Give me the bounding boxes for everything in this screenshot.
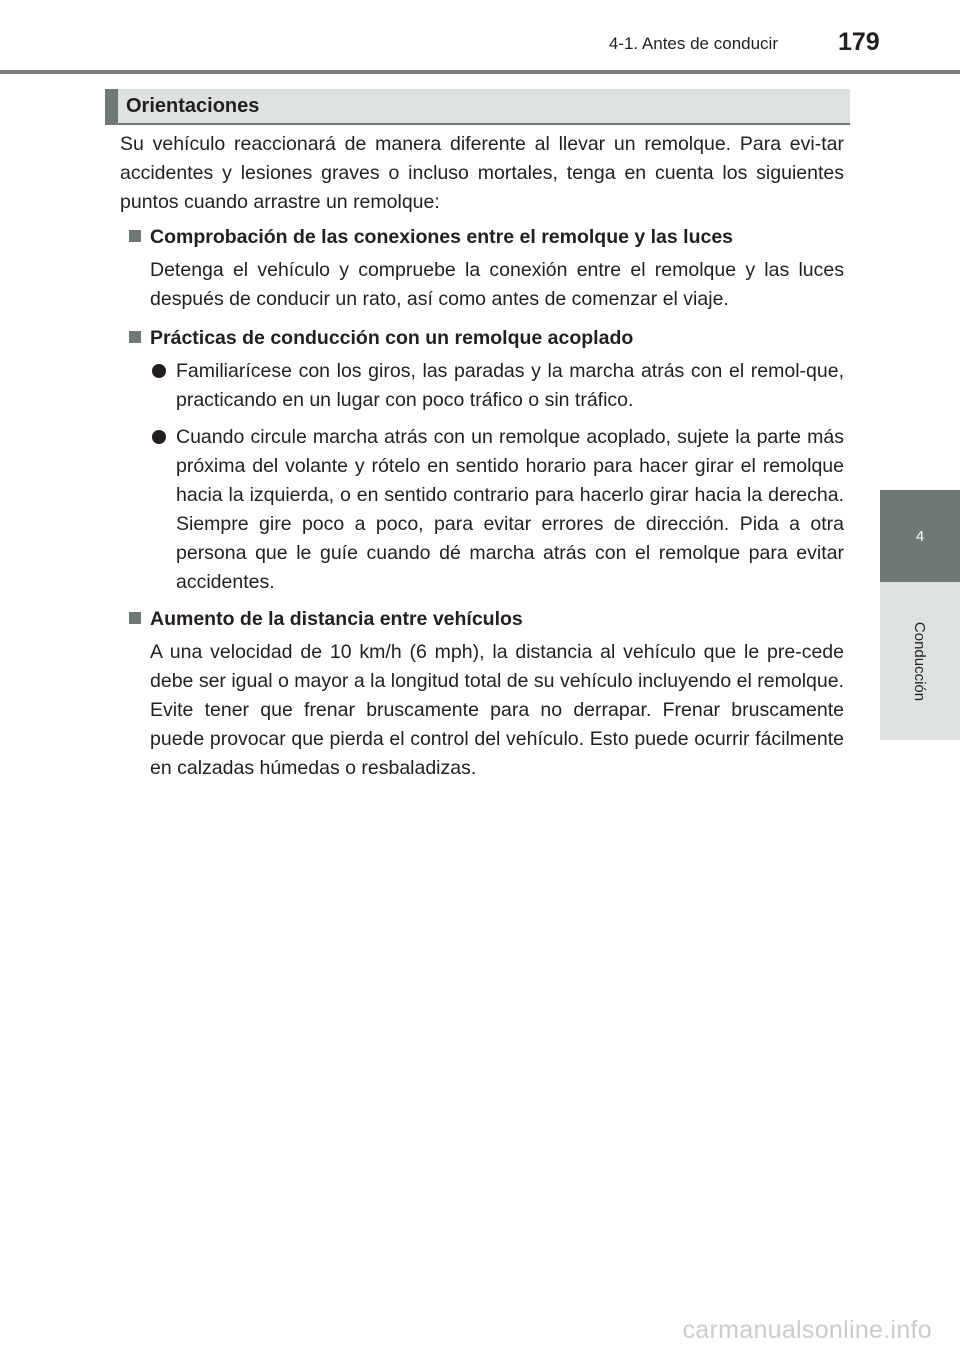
subsection-text: A una velocidad de 10 km/h (6 mph), la distancia al vehículo que le pre-cede debe ser igual o mayor a la longitud total de su vehículo incluyendo el remolque. Evite tener que frenar bruscamente para no derrapar. Frenar bruscamente puede provocar que pierda el control del vehículo. Esto puede ocurrir fácilmente en calzadas húmedas o resbaladizas. xyxy=(150,641,844,779)
subsection-text: Detenga el vehículo y compruebe la conexión entre el remolque y las luces después de conducir un rato, así como antes de comenzar el viaje. xyxy=(150,259,844,310)
page-number: 179 xyxy=(838,28,880,56)
subsection-heading xyxy=(120,324,844,353)
header-rule xyxy=(0,70,960,74)
section-title-underline xyxy=(105,123,850,125)
section-title: Orientaciones xyxy=(126,95,260,117)
intro-paragraph: Su vehículo reaccionará de manera diferente al llevar un remolque. Para evi-tar accidentes y lesiones graves o incluso mortales, tenga en cuenta los siguientes puntos cuando arrastre un remolque: xyxy=(120,133,844,213)
subsection-heading xyxy=(120,605,844,634)
subsection-heading xyxy=(120,223,844,252)
square-bullet-icon xyxy=(129,331,141,343)
chapter-tab-label xyxy=(880,582,960,740)
chapter-label: Conducción xyxy=(911,621,929,701)
bullet-item xyxy=(150,357,844,415)
round-bullet-icon xyxy=(152,430,166,444)
chapter-number: 4 xyxy=(915,527,925,545)
subsection-title: Prácticas de conducción con un remolque acoplado xyxy=(150,327,634,349)
chapter-tab xyxy=(880,490,960,582)
square-bullet-icon xyxy=(129,230,141,242)
square-bullet-icon xyxy=(129,612,141,624)
round-bullet-icon xyxy=(152,364,166,378)
subsection-title: Aumento de la distancia entre vehículos xyxy=(150,608,523,630)
subsection-title: Comprobación de las conexiones entre el remolque y las luces xyxy=(150,226,734,248)
bullet-text: Cuando circule marcha atrás con un remolque acoplado, sujete la parte más próxima del volante y rótelo en sentido horario para hacer girar el remolque hacia la izquierda, o en sentido contrario para hacerlo girar hacia la derecha. Siempre gire poco a poco, para evitar errores de dirección. Pida a otra persona que le guíe cuando dé marcha atrás con el remolque para evitar accidentes. xyxy=(176,426,844,593)
bullet-item xyxy=(150,423,844,597)
content-body xyxy=(120,130,844,793)
watermark-link[interactable]: carmanualsonline.info xyxy=(682,1316,932,1344)
running-header-section: 4-1. Antes de conducir xyxy=(608,34,778,53)
bullet-text: Familiarícese con los giros, las paradas y la marcha atrás con el remol-que, practicando en un lugar con poco tráfico o sin tráfico. xyxy=(176,360,844,411)
